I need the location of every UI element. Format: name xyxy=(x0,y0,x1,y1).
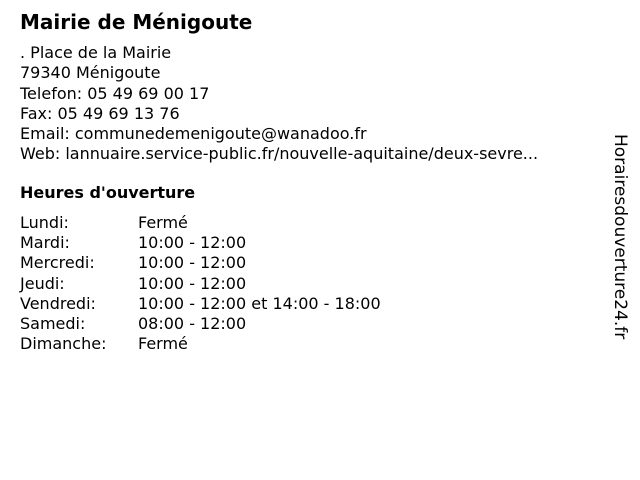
website-link: Web: lannuaire.service-public.fr/nouvelle-aquitaine/deux-sevre... xyxy=(20,144,539,164)
time-value: 10:00 - 12:00 et 14:00 - 18:00 xyxy=(138,293,381,313)
day-label: Mercredi: xyxy=(20,253,95,273)
site-watermark xyxy=(608,134,632,346)
day-label: Lundi: xyxy=(20,213,69,232)
day-label: Jeudi: xyxy=(20,273,65,293)
day-label: Vendredi: xyxy=(20,293,96,313)
time-value: 10:00 - 12:00 xyxy=(138,233,247,253)
time-value: Fermé xyxy=(138,334,188,354)
time-value: 10:00 - 12:00 xyxy=(138,253,247,273)
day-label: Dimanche: xyxy=(20,334,107,354)
day-label: Mardi: xyxy=(20,233,70,253)
address-city: 79340 Ménigoute xyxy=(20,63,161,83)
email-address: Email: communedemenigoute@wanadoo.fr xyxy=(20,124,367,144)
address-block xyxy=(20,43,538,165)
time-value: Fermé xyxy=(138,213,188,232)
opening-hours-heading: Heures d'ouverture xyxy=(20,183,196,202)
time-value: 10:00 - 12:00 xyxy=(138,273,247,293)
phone-number: Telefon: 05 49 69 00 17 xyxy=(20,83,210,103)
page-title: Mairie de Ménigoute xyxy=(20,10,253,34)
fax-number: Fax: 05 49 69 13 76 xyxy=(20,103,180,123)
watermark-text: Horairesdouverture24.fr xyxy=(610,134,630,340)
time-value: 08:00 - 12:00 xyxy=(138,313,247,333)
day-label: Samedi: xyxy=(20,313,86,333)
address-street: . Place de la Mairie xyxy=(20,43,172,62)
